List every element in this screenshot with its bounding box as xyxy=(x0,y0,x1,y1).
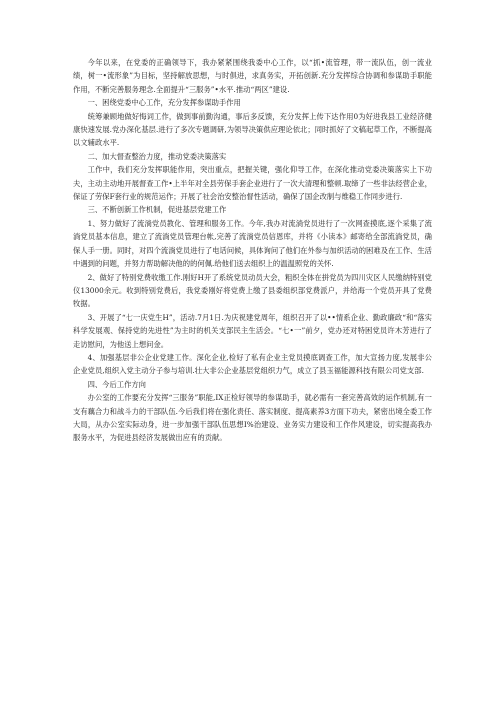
section-heading-4: 四、今后工作方向 xyxy=(87,379,146,389)
section-heading-3: 三、不断创新工作机制，促进基层党建工作 xyxy=(87,205,227,215)
section-3-item-3: 3、开展了“七一庆党生H”，活动.7月1日.为庆祝建党周年，组织召开了以••情系企业、勤政廉政“和“落实科学发展观、保持党的先进性”为主时的机关支部民主生活会。“七•一”前夕，党办还对特困党员许木芳进行了走访慰问，为他送上想问金。 xyxy=(73,312,432,349)
section-3-item-1: 1、努力做好了流淌党员教化、管理和服务工作。今年,我办对流淌党员进行了一次网查摸底,逐个采集了流淌党员基本信息，建立了流淌党员管理台帐,完善了流淌党员信恩库，并将《小读本》邮寄给全部流淌党员，确保人手一册。同时，对四个流淌党员进行了电话问候，具体询问了他们在外参与加织活动的困难及在工作、生活中遇到的问题，并努力帮助解决他的的何佩.给他们送去组织上的温温照党的关怀. xyxy=(73,218,432,269)
section-3-item-2: 2、做好了特别党费收缴工作.刚好H开了系统党员动员大会，粗织全体在拼党员为四川灾区人民缴纳特别党仪13000余元。收到特别党费后，我党委刚好将党费上缴了县委组织部党费派户，并给海一个党员开具了党费牧据。 xyxy=(73,272,432,309)
section-2-paragraph: 工作中，我们充分发挥职能作用，突出重点，把握关键，强化仰导工作，在深化推动党委决策落实上下功夫，主动主动地开展督查工作•上半年对全县劳保手套企业进行了一次大清理和整顿.取缔了一些非法经营企业，保证了劳保F套行业的规范运作；开展了社会治安整治督性活动，确保了国企改制与维稳工作同步进行. xyxy=(73,165,432,202)
intro-paragraph: 今年以来，在党委的正确领导下，我办紧紧围绕我委中心工作，以“抓•流管理，带一流队伍，创一流业绩，树一•流形象”为目标，坚持解放思想，与时俱进，求真务实，开拓创新.充分发挥综合协调和参谋助手职能作用，不断完善服务理念.全面提升“三服务”•水平.推动“两区”建设. xyxy=(73,58,432,94)
section-heading-2: 二、加大督查整治力度，推动党委决策落实 xyxy=(87,151,227,161)
section-4-paragraph: 办公室的工作要充分发挥“三服务”职能,IX正检好领导的参谋助手，就必需有一套完善高效的运作机制,有一支有藕合力和战斗力的干部队伍.今后我们将在强化责任、落实制度、提高素养3方面下功夫，紧密出境全委工作大局，从办公室实际动身，进一步加强干部队伍思想I%治建设、业务实力建设和工作作风建设，切实提高我办服务水平，为促进县经济发展做出应有的贡献。 xyxy=(73,393,432,443)
section-heading-1: 一、困绕党委中心工作，充分发挥参谋助手作用 xyxy=(87,98,241,108)
section-1-paragraph: 统筹兼顾地做好悔词工作，做到事前勤沟通，事后多反馈，充分发挥上传下达作用0为好进我县工业经济健康快速发展.党办深化基层.进行了多次专题调研,为领导决策供应理论依北；同时抓好了文稿起草工作，不断提高以文辅政水平. xyxy=(73,111,432,148)
section-3-item-4: 4、加强基层非公企业党建工作。深化企业,检好了私有企业主党员摸底调查工作，加大宣扬力度,发展非公企业党员,组织入党主动分子参与培训.壮大非公企业基层党组织力气，成立了县玉福能源科技有限公司党支部. xyxy=(73,352,432,376)
